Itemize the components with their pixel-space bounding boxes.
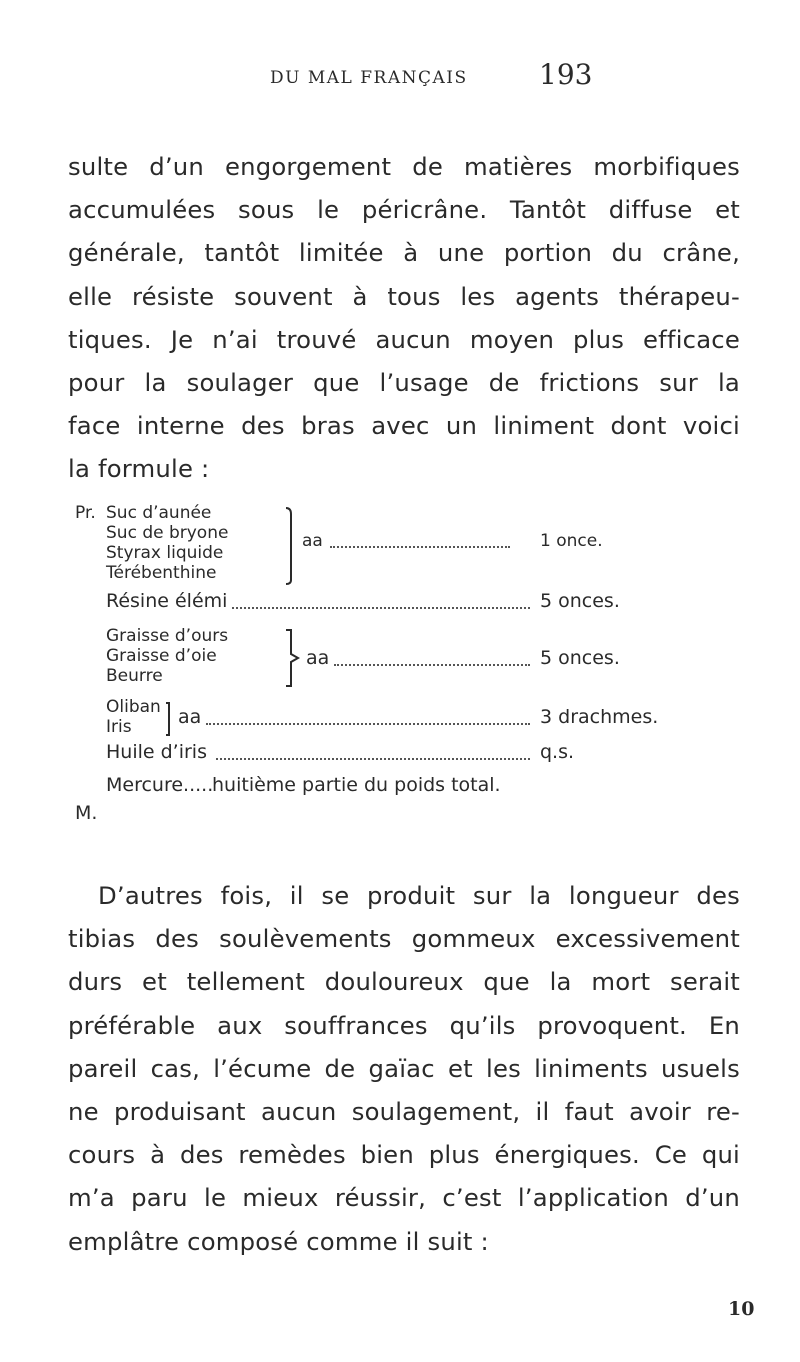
text-line: cours à des remèdes bien plus énergiques. Ce qui <box>68 1140 740 1170</box>
ingredient: Suc d’aunée <box>106 503 212 523</box>
quantity: 3 drachmes. <box>540 706 659 728</box>
signature-mark: 10 <box>728 1298 755 1320</box>
dot-leader <box>330 546 510 548</box>
text-line: générale, tantôt limitée à une portion du crâne, <box>68 238 740 268</box>
text-line: pareil cas, l’écume de gaïac et les liniments usuels <box>68 1053 740 1083</box>
ingredient: Graisse d’ours <box>106 626 229 646</box>
text-line: emplâtre composé comme il suit : <box>68 1226 489 1256</box>
recipe-suffix: M. <box>75 802 98 824</box>
brace-icon <box>164 701 174 737</box>
recipe-prefix: Pr. <box>75 503 96 523</box>
ingredient: Résine élémi <box>106 590 228 612</box>
text-line: tiques. Je n’ai trouvé aucun moyen plus efficace <box>68 324 740 354</box>
text-line: ne produisant aucun soulagement, il faut avoir re- <box>68 1097 740 1127</box>
running-title: DU MAL FRANÇAIS <box>270 68 468 88</box>
text-line: m’a paru le mieux réussir, c’est l’application d’un <box>68 1183 740 1213</box>
ingredient: Styrax liquide <box>106 543 224 563</box>
quantity: huitième partie du poids total. <box>212 774 501 796</box>
dot-leader <box>232 607 530 609</box>
text-line: tibias des soulèvements gommeux excessivement <box>68 924 740 954</box>
ingredient: Mercure..... <box>106 774 214 796</box>
text-line: préférable aux souffrances qu’ils provoquent. En <box>68 1010 740 1040</box>
ingredient: Oliban <box>106 697 161 717</box>
brace-icon <box>284 506 296 586</box>
text-line: sulte d’un engorgement de matières morbifiques <box>68 152 740 181</box>
text-line: accumulées sous le péricrâne. Tantôt diffuse et <box>68 195 740 225</box>
aa-label: aa <box>306 647 330 669</box>
ingredient: Huile d’iris <box>106 741 207 763</box>
aa-label: aa <box>178 706 202 728</box>
ingredient: Iris <box>106 717 132 737</box>
dot-leader <box>206 723 530 725</box>
quantity: q.s. <box>540 741 575 763</box>
text-line: la formule : <box>68 454 210 484</box>
text-line: elle résiste souvent à tous les agents thérapeu- <box>68 281 740 311</box>
ingredient: Graisse d’oie <box>106 646 217 666</box>
quantity: 1 once. <box>540 531 603 551</box>
ingredient: Térébenthine <box>106 563 217 583</box>
text-line: D’autres fois, il se produit sur la longueur des <box>98 881 740 910</box>
quantity: 5 onces. <box>540 647 620 669</box>
aa-label: aa <box>302 531 323 551</box>
ingredient: Suc de bryone <box>106 523 229 543</box>
quantity: 5 onces. <box>540 590 620 612</box>
dot-leader <box>334 664 530 666</box>
text-line: face interne des bras avec un liniment dont voici <box>68 411 740 441</box>
brace-icon <box>284 628 302 688</box>
paragraph-2 <box>68 874 740 1263</box>
text-line: durs et tellement douloureux que la mort serait <box>68 967 740 997</box>
text-line: pour la soulager que l’usage de frictions sur la <box>68 368 740 398</box>
dot-leader <box>216 758 530 760</box>
page-number: 193 <box>539 58 593 91</box>
ingredient: Beurre <box>106 666 163 686</box>
